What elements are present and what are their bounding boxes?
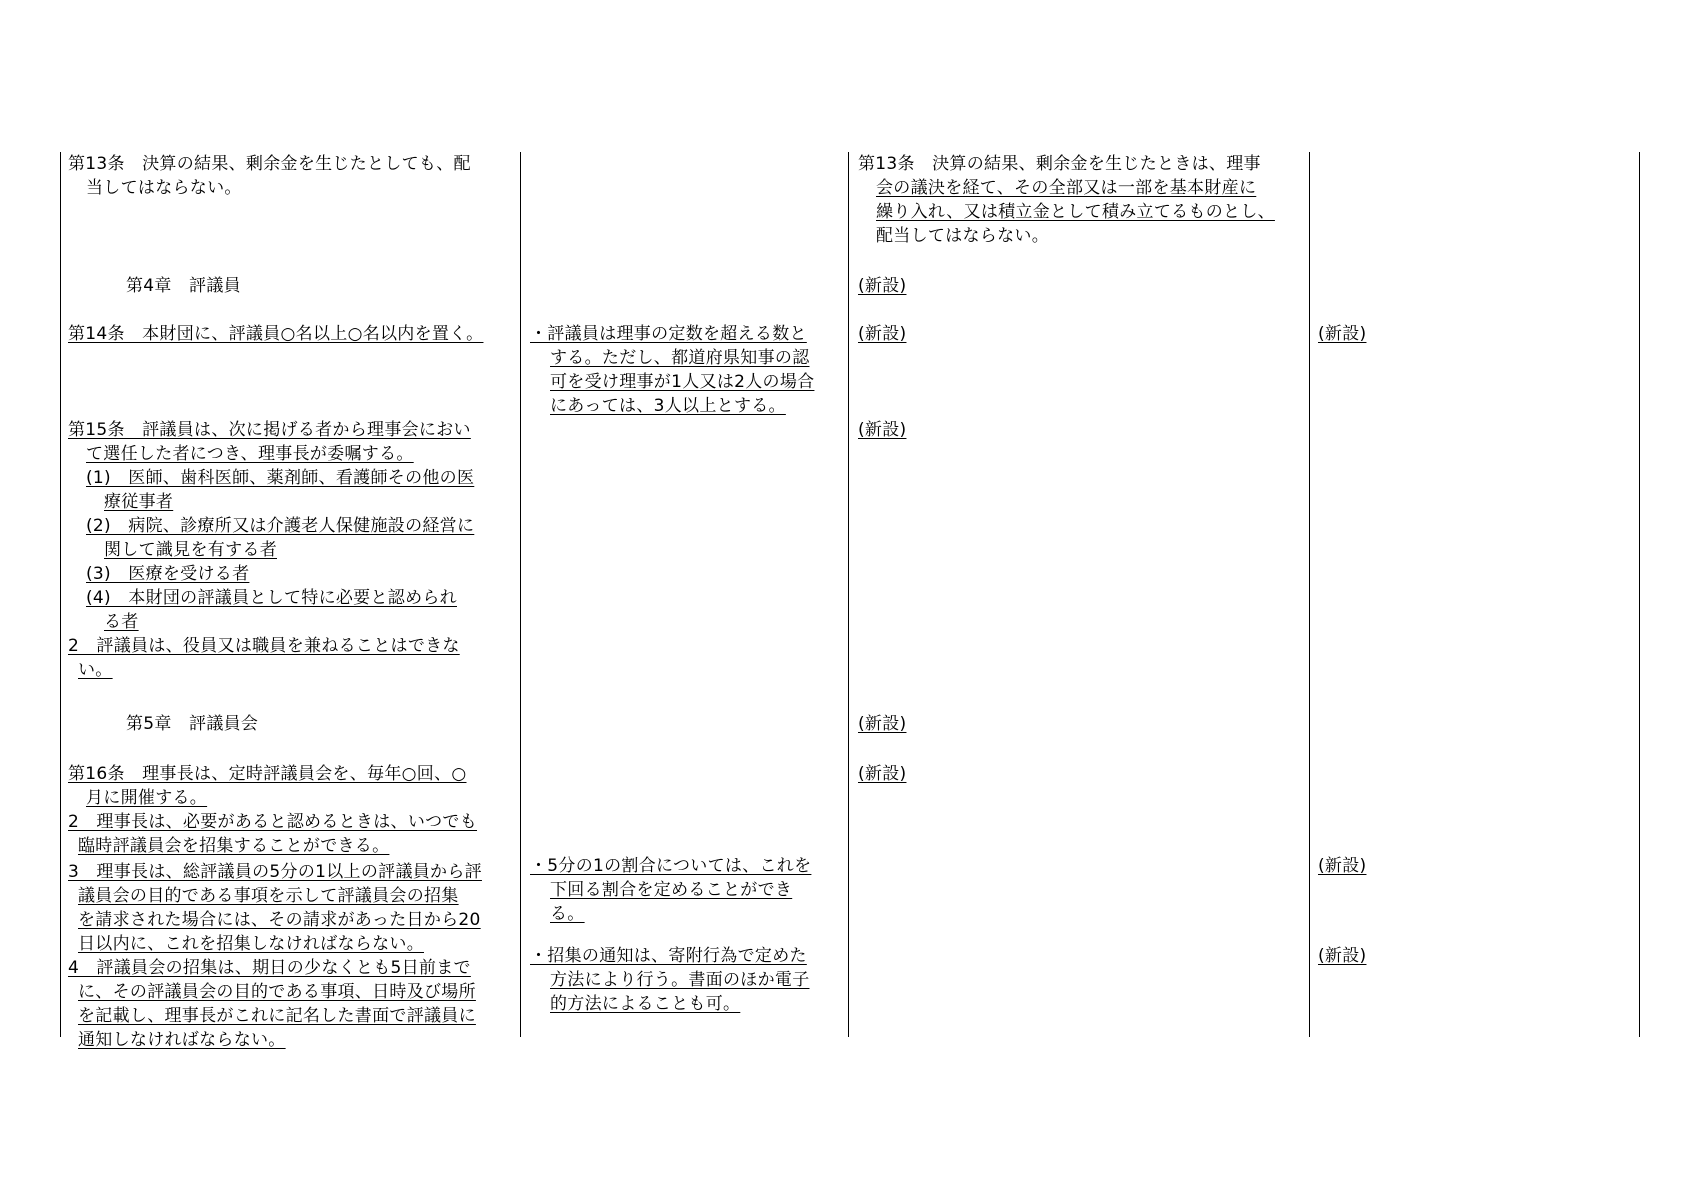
new-establishment-label xyxy=(858,712,906,736)
text-line: ・招集の通知は、寄附行為で定めた xyxy=(530,946,807,966)
new-establishment-label xyxy=(858,762,906,786)
text-line: ・5分の1の割合については、これを xyxy=(530,856,812,876)
text-line: い。 xyxy=(78,660,113,680)
text-line: 繰り入れ、又は積立金として積み立てるものとし、 xyxy=(876,202,1275,222)
chapter-title: 第4章 評議員 xyxy=(126,276,241,296)
text-line: 下回る割合を定めることができ xyxy=(550,880,793,900)
text-line: 2 理事長は、必要があると認めるときは、いつでも xyxy=(68,812,478,832)
article-16 xyxy=(68,762,482,1052)
note-trustee-count xyxy=(530,322,814,418)
text-line: 療従事者 xyxy=(104,492,174,512)
text-line: する。ただし、都道府県知事の認 xyxy=(550,348,810,368)
text-line: 第13条 決算の結果、剰余金を生じたとしても、配 xyxy=(68,154,471,174)
chapter-4-heading xyxy=(126,274,241,298)
new-establishment-label xyxy=(858,418,906,442)
text-line: を記載し、理事長がこれに記名した書面で評議員に xyxy=(78,1006,476,1026)
text-line: 第15条 評議員は、次に掲げる者から理事会におい xyxy=(68,420,471,440)
text-line: る。 xyxy=(550,904,585,924)
table-divider-3 xyxy=(1309,152,1310,1037)
note-convocation xyxy=(530,944,810,1016)
new-establishment-label xyxy=(1318,854,1366,878)
text-line: (新設) xyxy=(858,276,907,296)
text-line: (2) 病院、診療所又は介護老人保健施設の経営に xyxy=(86,516,475,536)
note-ratio xyxy=(530,854,811,926)
text-line: 当してはならない。 xyxy=(86,178,242,198)
text-line: 可を受け理事が1人又は2人の場合 xyxy=(550,372,815,392)
text-line: 第14条 本財団に、評議員○名以上○名以内を置く。 xyxy=(68,324,484,344)
text-line: 関して識見を有する者 xyxy=(104,540,277,560)
text-line: 3 理事長は、総評議員の5分の1以上の評議員から評 xyxy=(68,862,482,882)
text-line: 日以内に、これを招集しなければならない。 xyxy=(78,934,424,954)
text-line: 2 評議員は、役員又は職員を兼ねることはできな xyxy=(68,636,460,656)
text-line: 通知しなければならない。 xyxy=(78,1030,286,1050)
text-line: を請求された場合には、その請求があった日から20 xyxy=(78,910,481,930)
table-border-right xyxy=(1639,152,1640,1037)
text-line: (新設) xyxy=(858,324,907,344)
text-line: 4 評議員会の招集は、期日の少なくとも5日前まで xyxy=(68,958,471,978)
text-line: て選任した者につき、理事長が委嘱する。 xyxy=(86,444,414,464)
text-line: 的方法によることも可。 xyxy=(550,994,741,1014)
text-line: (新設) xyxy=(858,420,907,440)
text-line: る者 xyxy=(104,612,139,632)
text-line: (1) 医師、歯科医師、薬剤師、看護師その他の医 xyxy=(86,468,475,488)
table-divider-1 xyxy=(520,152,521,1037)
article-15 xyxy=(68,418,474,682)
text-line: 方法により行う。書面のほか電子 xyxy=(550,970,810,990)
new-establishment-label xyxy=(858,274,906,298)
text-line: にあっては、3人以上とする。 xyxy=(550,396,786,416)
text-line: 第16条 理事長は、定時評議員会を、毎年○回、○ xyxy=(68,764,467,784)
text-line: 臨時評議員会を招集することができる。 xyxy=(78,836,390,856)
table-divider-2 xyxy=(848,152,849,1037)
new-establishment-label xyxy=(858,322,906,346)
text-line: (4) 本財団の評議員として特に必要と認められ xyxy=(86,588,457,608)
table-border-left xyxy=(60,152,61,1037)
chapter-title: 第5章 評議員会 xyxy=(126,714,259,734)
article-13-old xyxy=(858,152,1275,248)
chapter-5-heading xyxy=(126,712,258,736)
text-line: (新設) xyxy=(1318,946,1367,966)
text-line: に、その評議員会の目的である事項、日時及び場所 xyxy=(78,982,476,1002)
text-line: 会の議決を経て、その全部又は一部を基本財産に xyxy=(876,178,1257,198)
text-line: 第13条 決算の結果、剰余金を生じたときは、理事 xyxy=(858,154,1261,174)
text-line: (3) 医療を受ける者 xyxy=(86,564,250,584)
text-line: 月に開催する。 xyxy=(86,788,208,808)
text-line: (新設) xyxy=(858,714,907,734)
text-line: ・評議員は理事の定数を超える数と xyxy=(530,324,807,344)
text-line: 議員会の目的である事項を示して評議員会の招集 xyxy=(78,886,459,906)
article-13-new xyxy=(68,152,471,200)
article-14 xyxy=(68,322,483,346)
text-line: 配当してはならない。 xyxy=(876,226,1049,246)
new-establishment-label xyxy=(1318,944,1366,968)
new-establishment-label xyxy=(1318,322,1366,346)
text-line: (新設) xyxy=(858,764,907,784)
text-line: (新設) xyxy=(1318,856,1367,876)
text-line: (新設) xyxy=(1318,324,1367,344)
